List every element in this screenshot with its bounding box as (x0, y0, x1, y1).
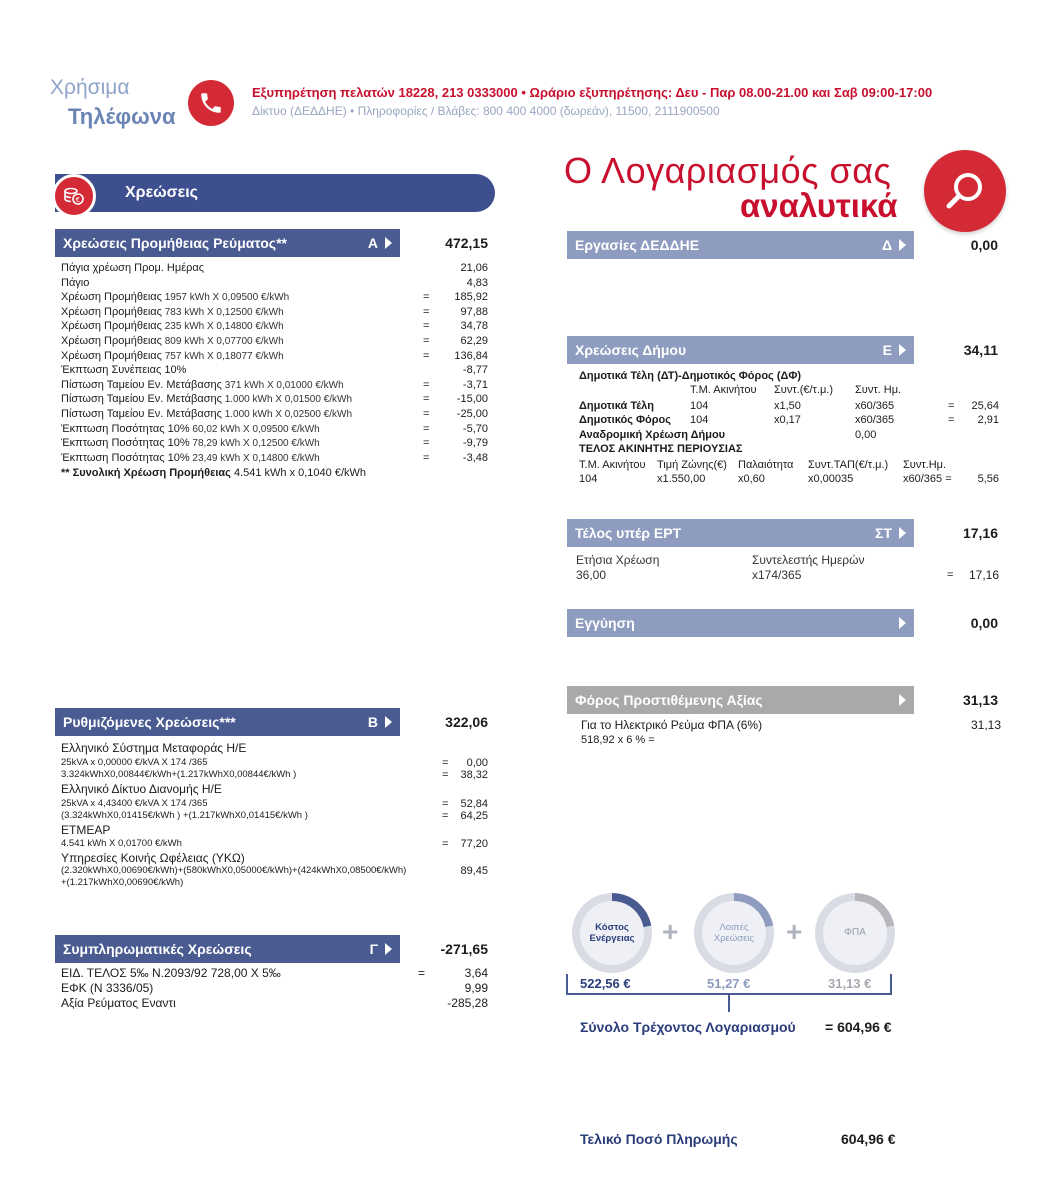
phone-icon (188, 80, 234, 126)
equals: = (423, 451, 430, 464)
section-e-label: Χρεώσεις Δήμου (575, 342, 687, 358)
supply-row-value: 97,88 (460, 305, 488, 318)
tap-col-rate: Συντ.ΤΑΠ(€/τ.μ.) (808, 459, 889, 471)
col-area: Τ.Μ. Ακινήτου (690, 384, 757, 396)
section-st-total: 17,16 (962, 525, 998, 541)
section-b-total: 322,06 (445, 714, 488, 730)
page-title: Ο Λογαριασμός σας (564, 150, 892, 191)
supply-row-label: Πίστωση Ταμείου Εν. Μετάβασης 1.000 kWh X 0,01500 €/kWh (61, 393, 353, 406)
property-tax-title: ΤΕΛΟΣ ΑΚΙΝΗΤΗΣ ΠΕΡΙΟΥΣΙΑΣ (579, 443, 743, 455)
yko-value-1: 89,45 (460, 865, 488, 877)
supply-row-value: 21,06 (460, 262, 488, 274)
supply-row-label: Πάγιο (61, 276, 90, 289)
supply-row-label: Πίστωση Ταμείου Εν. Μετάβασης 371 kWh X 0,01000 €/kWh (61, 378, 344, 391)
vat-label: Φόρος Προστιθέμενης Αξίας (575, 692, 763, 708)
magnifier-icon (924, 150, 1006, 232)
transmission-value-2: 38,32 (460, 769, 488, 781)
section-st-label: Τέλος υπέρ ΕΡΤ (575, 525, 682, 541)
yko-line-1: (2.320kWhX0,00690€/kWh)+(580kWhX0,05000€/kWh)+(424kWhX0,08500€/kWh) (61, 865, 407, 876)
supply-row-value: -8,77 (462, 364, 488, 377)
supply-row-value: -9,79 (462, 437, 488, 450)
section-a-code: Α (367, 235, 378, 251)
supply-row-label: Έκπτωση Ποσότητας 10% 23,49 kWh X 0,14800 €/kWh (61, 451, 320, 464)
supply-row-value: 62,29 (460, 335, 488, 347)
vat-row-label: Για το Ηλεκτρικό Ρεύμα ΦΠΑ (6%) (581, 718, 763, 732)
municipal-fees-days: x60/365 (855, 400, 895, 412)
tap-area: 104 (579, 473, 598, 485)
vat-bar (567, 686, 914, 714)
ert-annual-label: Ετήσια Χρέωση (576, 553, 660, 567)
equals: = (442, 838, 449, 850)
supplementary-row-label: ΕΙΔ. ΤΕΛΟΣ 5‰ Ν.2093/92 728,00 Χ 5‰ (61, 966, 281, 980)
section-d-total: 0,00 (970, 237, 998, 253)
supply-row-label: Χρέωση Προμήθειας 757 kWh X 0,18077 €/kWh (61, 349, 284, 362)
supply-row-label: Έκπτωση Ποσότητας 10% 60,02 kWh X 0,09500 €/kWh (61, 422, 320, 435)
section-e-bar (567, 336, 914, 364)
distribution-line-2: (3.324kWhX0,01415€/kWh ) +(1.217kWhX0,01415€/kWh ) (61, 810, 308, 821)
col-days: Συντ. Ημ. (855, 384, 902, 396)
supply-row-label: Χρέωση Προμήθειας 235 kWh X 0,14800 €/kWh (61, 320, 284, 333)
section-st-code: ΣΤ (875, 525, 892, 541)
supplementary-row-value: 9,99 (464, 981, 488, 995)
triangle-right-icon (385, 237, 392, 249)
section-c-total: -271,65 (440, 941, 488, 957)
distribution-line-1: 25kVA x 4,43400 €/kVA X 174 /365 (61, 798, 208, 809)
supply-row-label: Πάγια χρέωση Προμ. Ημέρας (61, 262, 205, 274)
section-b-label: Ρυθμιζόμενες Χρεώσεις*** (63, 714, 236, 730)
section-b-code: Β (367, 714, 378, 730)
tap-col-area: Τ.Μ. Ακινήτου (579, 459, 646, 471)
section-c-bar (55, 935, 400, 963)
final-payment-value: 604,96 € (841, 1131, 896, 1147)
equals: = (442, 798, 449, 810)
section-st-bar (567, 519, 914, 547)
municipal-fees-rate: x1,50 (774, 400, 801, 412)
tap-zone: x1.550,00 (657, 473, 706, 485)
supplementary-row-label: ΕΦΚ (Ν 3336/05) (61, 981, 154, 995)
vat-donut-label: ΦΠΑ (823, 901, 887, 965)
supply-row-label: Έκπτωση Ποσότητας 10% 78,29 kWh X 0,12500 €/kWh (61, 437, 320, 450)
guarantee-total: 0,00 (970, 615, 998, 631)
supply-row-value: -15,00 (456, 393, 488, 406)
equals: = (423, 437, 430, 450)
network-info: Δίκτυο (ΔΕΔΔΗΕ) • Πληροφορίες / Βλάβες: 800 400 4000 (δωρεάν), 11500, 2111900500 (252, 104, 720, 118)
ert-value: 17,16 (968, 568, 999, 582)
transmission-line-1: 25kVA x 0,00000 €/kVA X 174 /365 (61, 757, 208, 768)
etmear-heading: ΕΤΜΕΑΡ (61, 823, 111, 837)
supply-row-value: -25,00 (456, 408, 488, 420)
equals: = (947, 569, 954, 581)
tap-days: x60/365 = (903, 473, 952, 485)
supply-row-value: 34,78 (460, 320, 488, 333)
coins-icon (52, 174, 96, 218)
charges-header: Χρεώσεις (55, 174, 495, 212)
plus-icon: + (786, 916, 803, 947)
equals: = (423, 305, 430, 318)
transmission-value-1: 0,00 (466, 757, 488, 769)
summary-bracket (565, 966, 895, 1016)
triangle-right-icon (385, 716, 392, 728)
section-a-bar (55, 229, 400, 257)
municipal-fees-value: 25,64 (971, 400, 999, 412)
tap-total: 5,56 (977, 473, 999, 485)
supply-row-value: -3,48 (462, 451, 488, 464)
col-rate: Συντ.(€/τ.μ.) (774, 384, 834, 396)
supply-row-value: 136,84 (454, 349, 488, 362)
ert-annual-value: 36,00 (576, 568, 607, 582)
etmear-line-1: 4.541 kWh X 0,01700 €/kWh (61, 838, 182, 849)
equals: = (423, 320, 430, 333)
municipal-tax-area: 104 (690, 414, 709, 426)
section-a-total: 472,15 (445, 235, 488, 251)
supply-row-label: Έκπτωση Συνέπειας 10% (61, 364, 187, 377)
equals: = (423, 422, 430, 435)
energy-cost-value: 522,56 € (580, 976, 631, 991)
equals: = (423, 378, 430, 391)
tap-col-age: Παλαιότητα (738, 459, 794, 471)
equals: = (423, 393, 430, 406)
municipal-fees-area: 104 (690, 400, 709, 412)
useful-phones-subtitle: Τηλέφωνα (68, 104, 176, 129)
triangle-right-icon (899, 527, 906, 539)
energy-cost-donut (572, 893, 652, 973)
equals: = (442, 769, 449, 781)
supply-row-value: -5,70 (462, 422, 488, 435)
section-e-total: 34,11 (963, 342, 998, 358)
section-c-label: Συμπληρωματικές Χρεώσεις (63, 941, 252, 957)
transmission-line-2: 3.324kWhX0,00844€/kWh+(1.217kWhX0,00844€/kWh ) (61, 769, 297, 780)
triangle-right-icon (899, 617, 906, 629)
equals: = (418, 966, 426, 980)
supply-total-note: ** Συνολική Χρέωση Προμήθειας 4.541 kWh x 0,1040 €/kWh (61, 467, 367, 479)
current-total-label: Σύνολο Τρέχοντος Λογαριασμού (580, 1019, 796, 1035)
distribution-value-2: 64,25 (460, 810, 488, 822)
section-d-label: Εργασίες ΔΕΔΔΗΕ (575, 237, 700, 253)
triangle-right-icon (899, 239, 906, 251)
vat-total: 31,13 (962, 692, 998, 708)
guarantee-label: Εγγύηση (575, 615, 635, 631)
current-total-value: = 604,96 € (825, 1019, 892, 1035)
section-c-code: Γ (369, 941, 378, 957)
municipal-tax-days: x60/365 (855, 414, 895, 426)
supply-row-label: Χρέωση Προμήθειας 809 kWh X 0,07700 €/kWh (61, 335, 284, 347)
section-a-label: Χρεώσεις Προμήθειας Ρεύματος** (63, 235, 287, 251)
triangle-right-icon (899, 694, 906, 706)
supplementary-row-value: -285,28 (447, 996, 488, 1010)
other-charges-label: Λοιπές Χρεώσεις (702, 901, 766, 965)
equals: = (948, 414, 955, 426)
retro-charge-label: Αναδρομική Χρέωση Δήμου (579, 429, 726, 441)
customer-service-info: Εξυπηρέτηση πελατών 18228, 213 0333000 • Ωράριο εξυπηρέτησης: Δευ - Παρ 08.00-21.00 και Σαβ 09:00-17:00 (252, 85, 933, 100)
transmission-heading: Ελληνικό Σύστημα Μεταφοράς Η/Ε (61, 741, 247, 755)
distribution-heading: Ελληνικό Δίκτυο Διανομής Η/Ε (61, 782, 222, 796)
municipal-tax-label: Δημοτικός Φόρος (579, 414, 671, 426)
supply-row-label: Πίστωση Ταμείου Εν. Μετάβασης 1.000 kWh X 0,02500 €/kWh (61, 408, 353, 420)
supply-row-value: -3,71 (462, 378, 488, 391)
triangle-right-icon (385, 943, 392, 955)
equals: = (423, 408, 430, 420)
etmear-value-1: 77,20 (460, 838, 488, 850)
equals: = (948, 400, 955, 412)
ert-days-value: x174/365 (752, 568, 802, 582)
guarantee-bar (567, 609, 914, 637)
equals: = (423, 335, 430, 347)
section-e-code: Ε (882, 342, 892, 358)
supply-row-label: Χρέωση Προμήθειας 1957 kWh X 0,09500 €/kWh (61, 291, 290, 304)
tap-col-zone: Τιμή Ζώνης(€) (657, 459, 727, 471)
section-b-bar (55, 708, 400, 736)
triangle-right-icon (899, 344, 906, 356)
vat-donut (815, 893, 895, 973)
supplementary-row-value: 3,64 (464, 966, 488, 980)
other-charges-donut (694, 893, 774, 973)
useful-phones-title: Χρήσιμα (50, 76, 130, 99)
supply-row-label: Χρέωση Προμήθειας 783 kWh X 0,12500 €/kWh (61, 305, 284, 318)
other-charges-value: 51,27 € (707, 976, 751, 991)
municipal-title: Δημοτικά Τέλη (ΔΤ)-Δημοτικός Φόρος (ΔΦ) (579, 370, 802, 382)
vat-row-detail: 518,92 x 6 % = (581, 734, 655, 746)
equals: = (423, 349, 430, 362)
supply-row-value: 4,83 (466, 276, 488, 289)
section-d-bar (567, 231, 914, 259)
plus-icon: + (662, 916, 679, 947)
retro-charge-value: 0,00 (855, 429, 877, 441)
tap-col-days: Συντ.Ημ. (903, 459, 947, 471)
equals: = (423, 291, 430, 304)
svg-text:€: € (75, 196, 81, 204)
yko-heading: Υπηρεσίες Κοινής Ωφέλειας (ΥΚΩ) (61, 851, 245, 865)
distribution-value-1: 52,84 (460, 798, 488, 810)
equals: = (442, 757, 449, 769)
tap-rate: x0,00035 (808, 473, 854, 485)
vat-value: 31,13 € (828, 976, 872, 991)
final-payment-label: Τελικό Ποσό Πληρωμής (580, 1131, 738, 1147)
equals: = (442, 810, 449, 822)
section-d-code: Δ (881, 237, 892, 253)
energy-cost-label: Κόστος Ενέργειας (580, 901, 644, 965)
page-subtitle: αναλυτικά (740, 187, 898, 224)
yko-line-2: +(1.217kWhX0,00690€/kWh) (61, 877, 184, 888)
supplementary-row-label: Αξία Ρεύματος Εναντι (61, 996, 176, 1010)
ert-days-label: Συντελεστής Ημερών (752, 553, 865, 567)
supply-row-value: 185,92 (454, 291, 488, 304)
tap-age: x0,60 (738, 473, 765, 485)
vat-row-value: 31,13 (970, 718, 1001, 732)
municipal-tax-rate: x0,17 (774, 414, 801, 426)
municipal-fees-label: Δημοτικά Τέλη (579, 400, 655, 412)
municipal-tax-value: 2,91 (977, 414, 999, 426)
